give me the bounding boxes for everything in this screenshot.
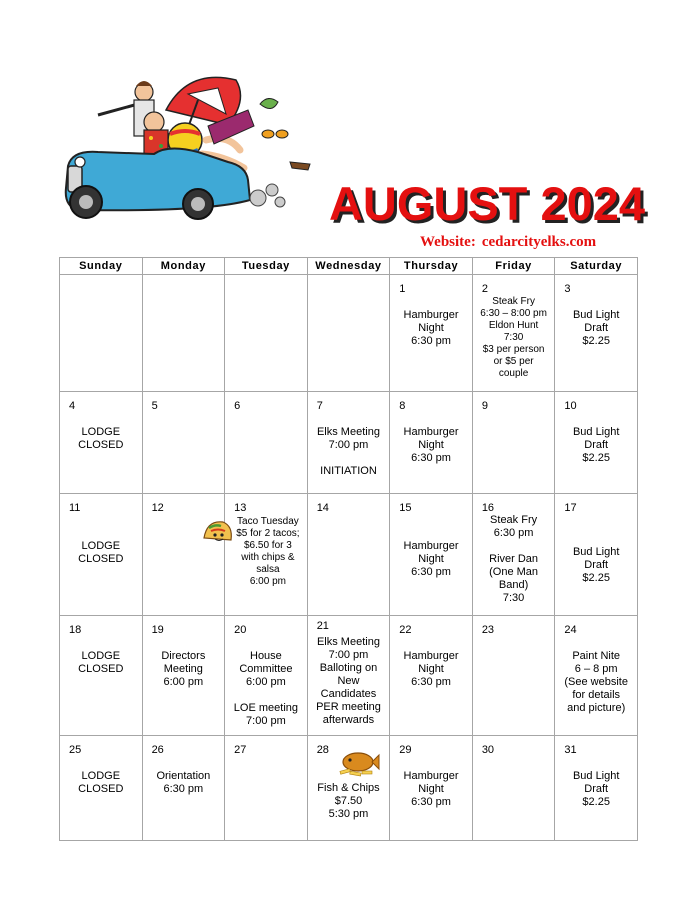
day-number: 2 <box>481 283 488 295</box>
week-row <box>60 275 638 392</box>
day-event: Hamburger Night 6:30 pm <box>403 770 459 808</box>
day-cell <box>225 392 308 494</box>
fish-and-chips-icon <box>336 744 380 778</box>
day-cell <box>142 736 225 841</box>
weekday-header-thursday: Thursday <box>390 258 473 275</box>
day-event: Steak Fry 6:30 pm River Dan (One Man Band) 7:30 <box>489 514 539 604</box>
day-event: Hamburger Night 6:30 pm <box>403 650 459 688</box>
day-cell <box>142 392 225 494</box>
day-event: LODGE CLOSED <box>78 426 124 451</box>
website-label: Website: <box>420 234 476 250</box>
day-event: Steak Fry 6:30 – 8:00 pm Eldon Hunt 7:30 $3 per person or $5 per couple <box>480 296 547 379</box>
weekday-header-saturday: Saturday <box>555 258 638 275</box>
day-number: 12 <box>151 502 164 514</box>
day-number: 13 <box>234 502 247 514</box>
day-number: 9 <box>481 400 488 412</box>
day-event: LODGE CLOSED <box>78 650 124 675</box>
day-cell <box>390 616 473 736</box>
day-cell <box>60 275 143 392</box>
day-number: 29 <box>399 744 412 756</box>
day-number: 8 <box>399 400 406 412</box>
day-event: Directors Meeting 6:00 pm <box>161 650 206 688</box>
day-cell <box>60 392 143 494</box>
day-number: 27 <box>234 744 247 756</box>
weekday-header-sunday: Sunday <box>60 258 143 275</box>
day-cell <box>225 616 308 736</box>
day-cell <box>307 392 390 494</box>
vacation-car-clipart <box>58 70 318 230</box>
day-cell <box>472 494 555 616</box>
day-cell <box>60 494 143 616</box>
flying-items-icon <box>260 98 310 170</box>
weekday-header-tuesday: Tuesday <box>225 258 308 275</box>
day-number: 6 <box>234 400 241 412</box>
day-event: Elks Meeting 7:00 pm Balloting on New Candidates PER meeting afterwards <box>316 636 381 726</box>
day-number: 3 <box>564 283 571 295</box>
day-cell <box>307 616 390 736</box>
calendar-title: AUGUST 2024 <box>328 177 645 230</box>
day-cell <box>225 494 308 616</box>
day-event: Bud Light Draft $2.25 <box>572 770 620 808</box>
week-row <box>60 494 638 616</box>
day-number: 26 <box>151 744 164 756</box>
day-event: LODGE CLOSED <box>78 770 124 795</box>
week-row <box>60 736 638 841</box>
day-cell <box>60 736 143 841</box>
day-cell <box>472 736 555 841</box>
website-url[interactable]: cedarcityelks.com <box>481 234 597 250</box>
day-cell <box>555 392 638 494</box>
day-event: Orientation 6:30 pm <box>156 770 211 795</box>
day-number: 18 <box>69 624 82 636</box>
day-number: 21 <box>316 620 329 632</box>
day-cell <box>225 275 308 392</box>
day-number: 19 <box>151 624 164 636</box>
day-cell <box>225 736 308 841</box>
day-cell <box>60 616 143 736</box>
day-cell <box>142 616 225 736</box>
day-cell <box>307 275 390 392</box>
day-cell <box>390 736 473 841</box>
day-event: Elks Meeting 7:00 pm INITIATION <box>316 426 380 477</box>
day-number: 23 <box>481 624 495 636</box>
day-number: 11 <box>69 502 81 514</box>
day-number: 22 <box>399 624 412 636</box>
day-event: LODGE CLOSED <box>78 540 124 565</box>
day-cell <box>472 392 555 494</box>
day-cell <box>307 736 390 841</box>
day-event: House Committee 6:00 pm LOE meeting 7:00 pm <box>233 650 298 727</box>
day-cell <box>142 275 225 392</box>
calendar-grid <box>59 257 638 841</box>
weekday-header-monday: Monday <box>142 258 225 275</box>
day-event: Taco Tuesday $5 for 2 tacos; $6.50 for 3 with chips & salsa 6:00 pm <box>236 516 300 587</box>
weekday-header-friday: Friday <box>472 258 555 275</box>
week-row <box>60 616 638 736</box>
day-number: 7 <box>316 400 323 412</box>
website-line <box>420 234 630 251</box>
day-cell <box>472 275 555 392</box>
day-number: 15 <box>399 502 412 514</box>
week-row <box>60 392 638 494</box>
day-event: Bud Light Draft $2.25 <box>572 309 620 347</box>
day-cell <box>142 494 225 616</box>
day-cell <box>472 616 555 736</box>
day-number: 30 <box>481 744 495 756</box>
weekday-header-wednesday: Wednesday <box>307 258 390 275</box>
day-number: 28 <box>316 744 329 756</box>
day-event: Bud Light Draft $2.25 <box>572 426 620 464</box>
day-cell <box>555 494 638 616</box>
day-event: Hamburger Night 6:30 pm <box>403 540 459 578</box>
day-event: Fish & Chips $7.50 5:30 pm <box>317 782 380 820</box>
day-event: Bud Light Draft $2.25 <box>572 546 620 584</box>
day-event: Hamburger Night 6:30 pm <box>403 426 459 464</box>
day-number: 25 <box>69 744 82 756</box>
day-number: 17 <box>564 502 577 514</box>
weekday-header-row <box>60 258 638 275</box>
day-cell <box>555 616 638 736</box>
day-number: 31 <box>564 744 577 756</box>
day-cell <box>390 275 473 392</box>
day-number: 20 <box>234 624 247 636</box>
day-number: 4 <box>69 400 76 412</box>
day-number: 24 <box>564 624 577 636</box>
day-cell <box>555 275 638 392</box>
day-cell <box>390 494 473 616</box>
day-cell <box>307 494 390 616</box>
car-icon <box>66 148 285 219</box>
day-number: 14 <box>316 502 329 514</box>
day-number: 10 <box>564 400 577 412</box>
day-cell <box>555 736 638 841</box>
day-number: 16 <box>481 502 495 514</box>
day-number: 1 <box>399 283 406 295</box>
day-event: Hamburger Night 6:30 pm <box>403 309 459 347</box>
day-event: Paint Nite 6 – 8 pm (See website for details and picture) <box>564 650 628 714</box>
day-number: 5 <box>151 400 158 412</box>
day-cell <box>390 392 473 494</box>
